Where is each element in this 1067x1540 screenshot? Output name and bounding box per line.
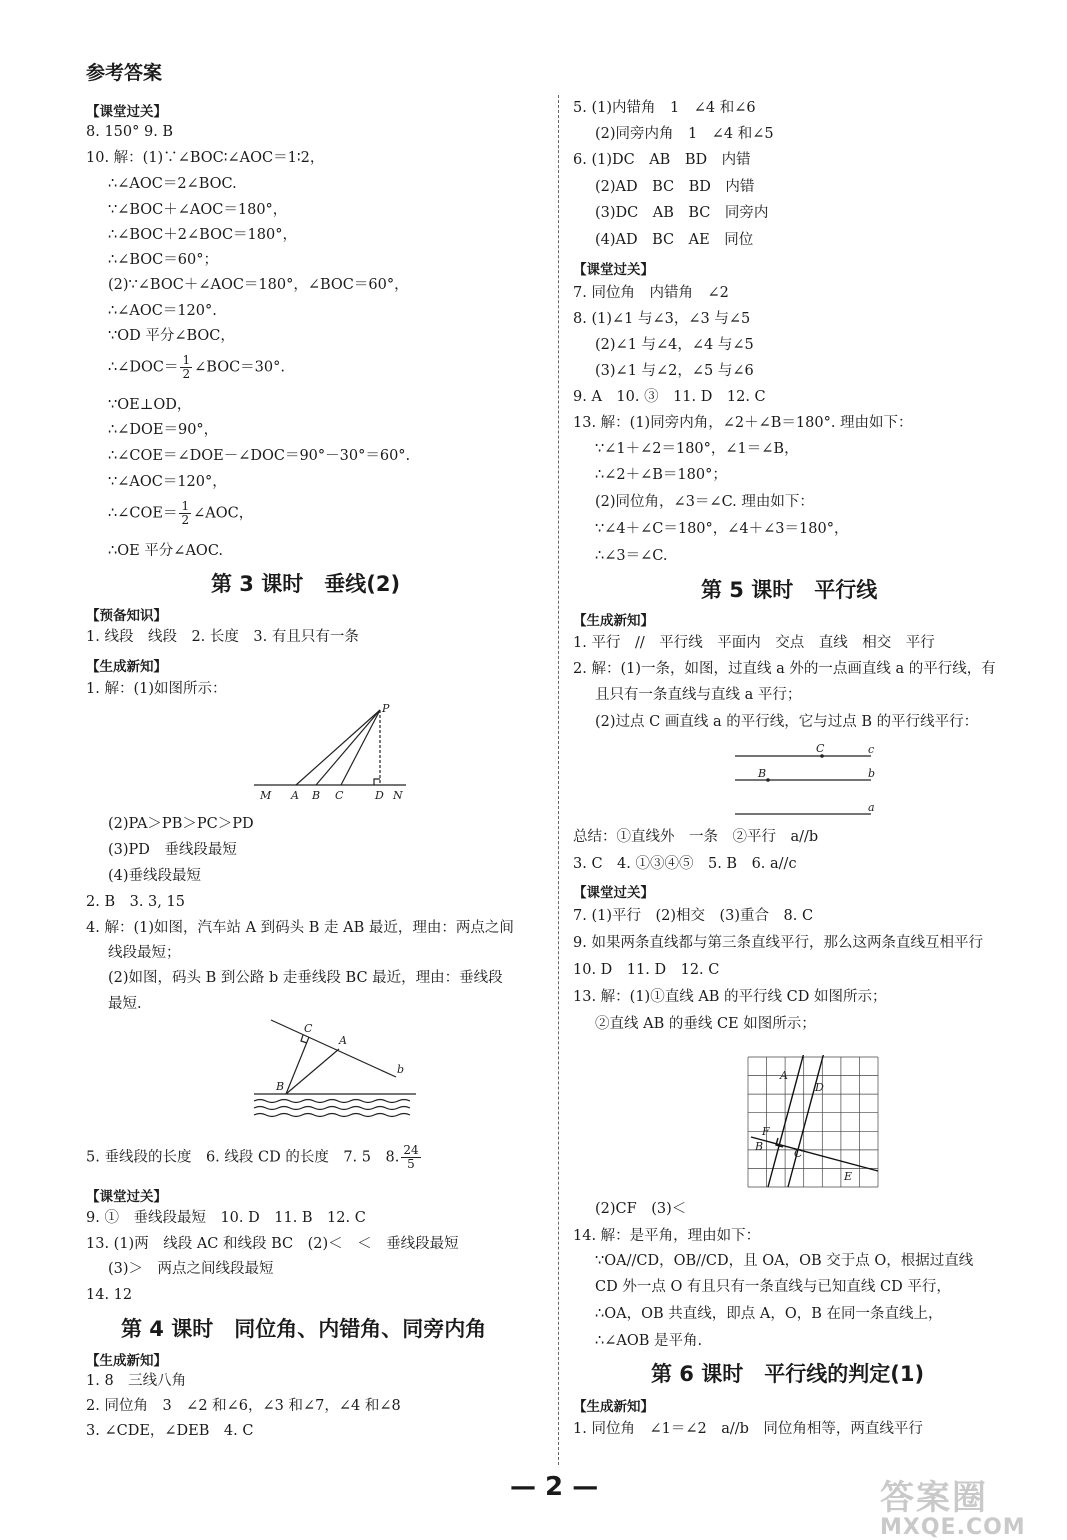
answer-line: 1. 8 三线八角	[86, 1373, 187, 1389]
label-b-point: B	[276, 1080, 285, 1093]
answer-line: ∵∠1＋∠2＝180°，∠1＝∠B，	[595, 441, 799, 457]
answer-line: ∵∠4＋∠C＝180°，∠4＋∠3＝180°，	[595, 521, 849, 537]
answer-line: 最短.	[108, 996, 142, 1012]
answer-line: 7. 同位角 内错角 ∠2	[573, 285, 729, 301]
answer-line: ∵OA//CD，OB//CD，且 OA，OB 交于点 O，根据过直线	[595, 1253, 974, 1269]
lesson-title: 第 6 课时 平行线的判定(1)	[651, 1362, 925, 1386]
water-wave	[254, 1100, 410, 1103]
answer-line: ∴∠COE＝∠DOE－∠DOC＝90°－30°＝60°.	[108, 448, 411, 464]
answer-line: ∵OE⊥OD，	[108, 397, 192, 413]
answer-line: ∴∠AOC＝2∠BOC.	[108, 176, 237, 192]
answer-line: (3)PD 垂线段最短	[108, 842, 237, 858]
answer-line: (2)同旁内角 1 ∠4 和∠5	[595, 126, 774, 142]
answer-line: ∵∠BOC＋∠AOC＝180°，	[108, 202, 288, 218]
answer-line: (2)∠1 与∠4，∠4 与∠5	[595, 337, 754, 353]
label-c: C	[794, 1147, 803, 1160]
segment-pc	[341, 710, 380, 785]
point-b	[766, 778, 770, 782]
fraction	[401, 1144, 420, 1171]
right-angle-mark	[374, 779, 380, 785]
answer-line: (2)过点 C 画直线 a 的平行线，它与过点 B 的平行线平行：	[595, 714, 979, 730]
numerator: 1	[181, 499, 190, 513]
answer-line: (4)垂线段最短	[108, 868, 202, 884]
label-p: P	[382, 702, 390, 715]
answer-line: (2)CF (3)＜	[595, 1201, 687, 1217]
fraction-line	[108, 500, 253, 527]
watermark-url: MXQE.COM	[880, 1515, 1026, 1540]
section-heading: 【生成新知】	[573, 613, 654, 629]
answer-line: 9. ① 垂线段最短 10. D 11. B 12. C	[86, 1210, 366, 1226]
label-b-line: b	[868, 767, 876, 780]
label-a: A	[780, 1069, 788, 1082]
answer-line: ∴∠BOC＝60°；	[108, 252, 218, 268]
answer-line: ∴OA，OB 共直线，即点 A，O，B 在同一条直线上，	[595, 1306, 943, 1322]
water-wave	[254, 1107, 410, 1110]
label-f: F	[762, 1125, 770, 1138]
answer-line: 10. D 11. D 12. C	[573, 962, 720, 978]
denominator: 2	[181, 513, 190, 527]
watermark	[880, 1470, 1026, 1540]
text: ∴∠COE＝	[108, 505, 178, 522]
page-number: — 2 —	[510, 1472, 599, 1502]
label-c-line: c	[868, 743, 875, 756]
segment-bc	[286, 1037, 309, 1094]
answer-line: 13. 解：(1)①直线 AB 的平行线 CD 如图所示；	[573, 989, 887, 1005]
label-d: D	[375, 789, 384, 802]
section-heading: 【课堂过关】	[86, 1189, 167, 1205]
lesson-title: 第 5 课时 平行线	[701, 578, 878, 602]
road-dock-figure	[251, 1017, 421, 1127]
label-m: M	[260, 789, 272, 802]
answer-line: 14. 12	[86, 1287, 133, 1303]
fraction-line	[86, 1144, 423, 1171]
page-header: 参考答案	[86, 62, 163, 84]
answer-line: ∵OD 平分∠BOC，	[108, 328, 235, 344]
answer-line: 2. B 3. 3, 15	[86, 894, 185, 910]
segment-pb	[316, 710, 380, 785]
answer-line: ∴∠DOE＝90°，	[108, 422, 219, 438]
answer-line: (2)同位角，∠3＝∠C. 理由如下：	[595, 494, 814, 510]
answer-line: 5. (1)内错角 1 ∠4 和∠6	[573, 100, 756, 116]
answer-line: CD 外一点 O 有且只有一条直线与已知直线 CD 平行，	[595, 1279, 951, 1295]
section-heading: 【生成新知】	[86, 659, 167, 675]
denominator: 5	[407, 1157, 415, 1171]
line-ce	[751, 1137, 878, 1171]
label-n: N	[393, 789, 403, 802]
parallel-lines-figure	[733, 738, 883, 818]
answer-line: (3)＞ 两点之间线段最短	[108, 1261, 274, 1277]
answer-line: (2)AD BC BD 内错	[595, 179, 755, 195]
answer-line: 3. ∠CDE，∠DEB 4. C	[86, 1423, 254, 1439]
answer-line: 2. 解：(1)一条，如图，过直线 a 外的一点画直线 a 的平行线，有	[573, 661, 996, 677]
fraction-line	[108, 354, 285, 381]
section-heading: 【生成新知】	[86, 1353, 167, 1369]
label-b-road: b	[397, 1063, 405, 1076]
answer-line: 1. 线段 线段 2. 长度 3. 有且只有一条	[86, 629, 359, 645]
answer-line: ②直线 AB 的垂线 CE 如图所示；	[595, 1016, 816, 1032]
answer-line: 1. 平行 // 平行线 平面内 交点 直线 相交 平行	[573, 635, 935, 651]
lesson-title: 第 4 课时 同位角、内错角、同旁内角	[121, 1317, 487, 1341]
answer-line: ∴OE 平分∠AOC.	[108, 543, 224, 559]
answer-line: 8. 150° 9. B	[86, 124, 174, 140]
answer-line: 且只有一条直线与直线 a 平行；	[595, 687, 802, 703]
answer-line: ∴∠BOC＋2∠BOC＝180°，	[108, 227, 297, 243]
answer-line: 1. 同位角 ∠1＝∠2 a//b 同位角相等，两直线平行	[573, 1421, 923, 1437]
answer-line: 6. (1)DC AB BD 内错	[573, 152, 751, 168]
answer-line: (2)如图，码头 B 到公路 b 走垂线段 BC 最近，理由：垂线段	[108, 970, 503, 986]
answer-line: 14. 解：是平角，理由如下：	[573, 1228, 761, 1244]
numerator: 24	[403, 1143, 419, 1157]
answer-line: (3)DC AB BC 同旁内	[595, 205, 769, 221]
label-c: C	[335, 789, 344, 802]
watermark-logo: 答案圈	[880, 1478, 988, 1518]
section-heading: 【课堂过关】	[573, 885, 654, 901]
label-a-line: a	[868, 801, 875, 814]
answer-line: (2)PA＞PB＞PC＞PD	[108, 816, 254, 832]
section-heading: 【预备知识】	[86, 608, 167, 624]
answer-line: 8. (1)∠1 与∠3，∠3 与∠5	[573, 311, 751, 327]
answer-line: (3)∠1 与∠2，∠5 与∠6	[595, 363, 754, 379]
denominator: 2	[182, 367, 191, 381]
answer-line: 2. 同位角 3 ∠2 和∠6，∠3 和∠7，∠4 和∠8	[86, 1398, 401, 1414]
label-e: E	[844, 1170, 853, 1183]
answer-line: (4)AD BC AE 同位	[595, 232, 754, 248]
answer-line: 7. (1)平行 (2)相交 (3)重合 8. C	[573, 908, 814, 924]
answer-line: ∴∠2＋∠B＝180°；	[595, 467, 727, 483]
water-wave	[254, 1114, 410, 1117]
grid-figure	[746, 1055, 881, 1190]
section-heading: 【课堂过关】	[573, 262, 654, 278]
label-b-point: B	[758, 767, 767, 780]
text: ∠AOC，	[193, 505, 254, 522]
label-a: A	[291, 789, 299, 802]
text: ∠BOC＝30°.	[194, 359, 285, 376]
section-heading: 【课堂过关】	[86, 104, 167, 120]
line-cd	[788, 1055, 826, 1187]
label-c: C	[304, 1022, 313, 1035]
lesson-title: 第 3 课时 垂线(2)	[211, 572, 401, 596]
label-a: A	[339, 1034, 347, 1047]
fraction	[179, 500, 191, 527]
answer-line: ∵∠AOC＝120°，	[108, 474, 227, 490]
road-b	[271, 1020, 396, 1077]
text: 5. 垂线段的长度 6. 线段 CD 的长度 7. 5 8.	[86, 1149, 400, 1166]
segment-ab	[286, 1049, 339, 1094]
fraction	[180, 354, 192, 381]
answer-line: (2)∵∠BOC＋∠AOC＝180°，∠BOC＝60°，	[108, 277, 409, 293]
text: ∴∠DOC＝	[108, 359, 179, 376]
answer-line: 13. 解：(1)同旁内角，∠2＋∠B＝180°. 理由如下：	[573, 415, 913, 431]
answer-line: 线段最短；	[108, 945, 181, 961]
segment-pa	[296, 710, 380, 785]
answer-line: 1. 解：(1)如图所示：	[86, 681, 227, 697]
label-c-point: C	[816, 742, 825, 755]
answer-line: 13. (1)两 线段 AC 和线段 BC (2)＜ ＜ 垂线段最短	[86, 1236, 459, 1252]
answer-line: ∴∠AOB 是平角.	[595, 1333, 703, 1349]
answer-line: ∴∠AOC＝120°.	[108, 303, 217, 319]
label-d: D	[815, 1081, 824, 1094]
label-b: B	[755, 1140, 764, 1153]
answer-line: 总结：①直线外 一条 ②平行 a//b	[573, 829, 819, 845]
answer-line: 9. 如果两条直线都与第三条直线平行，那么这两条直线互相平行	[573, 935, 983, 951]
perpendicular-figure	[246, 700, 416, 805]
answer-line: 4. 解：(1)如图，汽车站 A 到码头 B 走 AB 最近，理由：两点之间	[86, 920, 514, 936]
answer-line: 10. 解：(1)∵∠BOC∶∠AOC＝1∶2，	[86, 150, 325, 166]
answer-line: 9. A 10. ③ 11. D 12. C	[573, 389, 766, 405]
numerator: 1	[182, 353, 191, 367]
answer-line: 3. C 4. ①③④⑤ 5. B 6. a//c	[573, 856, 797, 872]
column-divider	[558, 95, 559, 1465]
label-b: B	[312, 789, 321, 802]
answer-line: ∴∠3＝∠C.	[595, 548, 668, 564]
section-heading: 【生成新知】	[573, 1399, 654, 1415]
